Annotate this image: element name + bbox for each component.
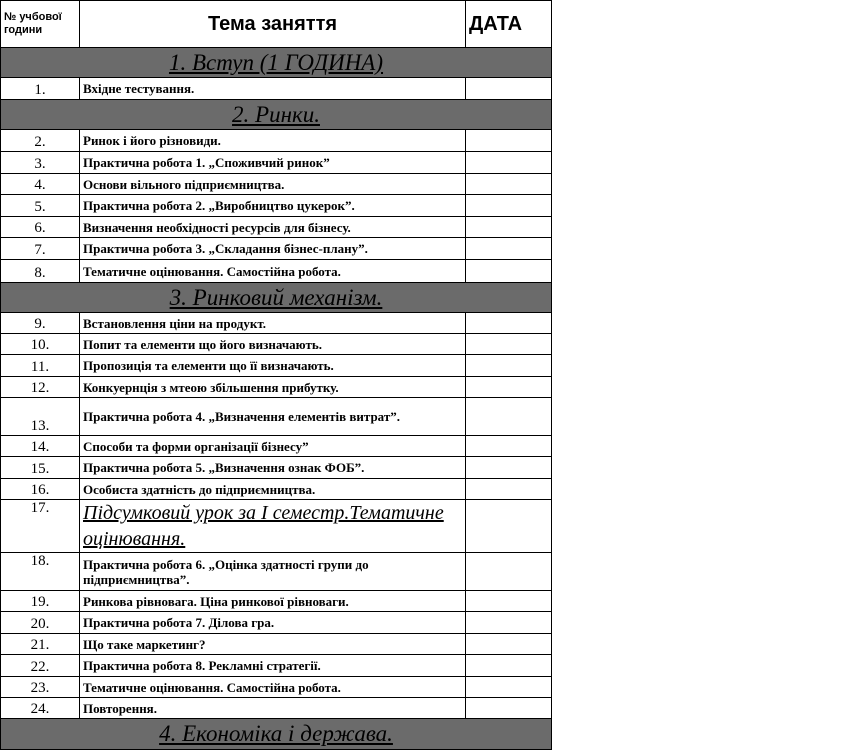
row-topic: Практична робота 1. „Споживчий ринок”: [80, 152, 466, 174]
header-row: [1, 1, 552, 48]
table-row: [1, 398, 552, 436]
row-date: [466, 355, 552, 377]
row-date: [466, 634, 552, 655]
row-topic: Підсумковий урок за І семестр.Тематичне оцінювання.: [80, 500, 466, 553]
row-date: [466, 152, 552, 174]
row-date: [466, 612, 552, 634]
row-date: [466, 260, 552, 283]
row-number: 18.: [1, 553, 80, 591]
row-topic: Практична робота 4. „Визначення елементів витрат”.: [80, 398, 466, 436]
row-topic: Попит та елементи що його визначають.: [80, 334, 466, 355]
table-row: [1, 377, 552, 398]
row-number: 20.: [1, 612, 80, 634]
row-topic: Встановлення ціни на продукт.: [80, 313, 466, 334]
table-row: [1, 238, 552, 260]
row-date: [466, 436, 552, 457]
row-date: [466, 313, 552, 334]
row-date: [466, 334, 552, 355]
header-topic: Тема заняття: [80, 1, 466, 48]
row-number: 21.: [1, 634, 80, 655]
row-date: [466, 457, 552, 479]
row-topic: Визначення необхідності ресурсів для бізнесу.: [80, 217, 466, 238]
table-row: [1, 334, 552, 355]
row-date: [466, 479, 552, 500]
table-row: [1, 677, 552, 698]
table-row: [1, 591, 552, 612]
section-header: [1, 48, 552, 78]
table-row: [1, 655, 552, 677]
row-topic: Основи вільного підприємництва.: [80, 174, 466, 195]
table-row: [1, 500, 552, 553]
table-row: [1, 313, 552, 334]
header-hour-number: № учбової години: [1, 1, 80, 48]
row-number: 6.: [1, 217, 80, 238]
row-date: [466, 130, 552, 152]
row-date: [466, 398, 552, 436]
row-date: [466, 174, 552, 195]
row-topic: Повторення.: [80, 698, 466, 719]
row-number: 16.: [1, 479, 80, 500]
row-number: 15.: [1, 457, 80, 479]
table-row: [1, 195, 552, 217]
row-number: 5.: [1, 195, 80, 217]
row-topic: Ринкова рівновага. Ціна ринкової рівноваги.: [80, 591, 466, 612]
row-topic: Особиста здатність до підприємництва.: [80, 479, 466, 500]
row-date: [466, 217, 552, 238]
row-topic: Практична робота 2. „Виробництво цукерок”.: [80, 195, 466, 217]
table-row: [1, 130, 552, 152]
row-topic: Тематичне оцінювання. Самостійна робота.: [80, 677, 466, 698]
table-row: [1, 612, 552, 634]
row-number: 11.: [1, 355, 80, 377]
row-topic: Тематичне оцінювання. Самостійна робота.: [80, 260, 466, 283]
section-header: [1, 100, 552, 130]
table-row: [1, 457, 552, 479]
row-topic: Практична робота 7. Ділова гра.: [80, 612, 466, 634]
row-number: 8.: [1, 260, 80, 283]
table-row: [1, 217, 552, 238]
row-topic: Способи та форми організації бізнесу”: [80, 436, 466, 457]
table-row: [1, 152, 552, 174]
table-row: [1, 260, 552, 283]
row-date: [466, 677, 552, 698]
row-topic: Практична робота 3. „Складання бізнес-плану”.: [80, 238, 466, 260]
table-row: [1, 479, 552, 500]
row-topic: Ринок і його різновиди.: [80, 130, 466, 152]
row-number: 4.: [1, 174, 80, 195]
row-number: 10.: [1, 334, 80, 355]
row-number: 13.: [1, 398, 80, 436]
table-row: [1, 355, 552, 377]
row-date: [466, 591, 552, 612]
table-row: [1, 553, 552, 591]
section-title: 3. Ринковий механізм.: [1, 283, 552, 313]
row-topic: Вхідне тестування.: [80, 78, 466, 100]
table-row: [1, 436, 552, 457]
row-number: 17.: [1, 500, 80, 553]
row-topic: Практична робота 6. „Оцінка здатності групи до підприємництва”.: [80, 553, 466, 591]
row-topic: Пропозиція та елементи що її визначають.: [80, 355, 466, 377]
row-topic: Конкуернція з мтеою збільшення прибутку.: [80, 377, 466, 398]
row-number: 2.: [1, 130, 80, 152]
row-number: 19.: [1, 591, 80, 612]
table-row: [1, 698, 552, 719]
table-row: [1, 174, 552, 195]
row-number: 12.: [1, 377, 80, 398]
row-date: [466, 195, 552, 217]
row-number: 22.: [1, 655, 80, 677]
section-header: [1, 283, 552, 313]
header-date: ДАТА: [466, 1, 552, 48]
row-date: [466, 698, 552, 719]
row-date: [466, 500, 552, 553]
row-date: [466, 377, 552, 398]
table-row: [1, 634, 552, 655]
section-title: 1. Вступ (1 ГОДИНА): [1, 48, 552, 78]
section-header: [1, 719, 552, 750]
row-number: 24.: [1, 698, 80, 719]
row-date: [466, 78, 552, 100]
row-number: 14.: [1, 436, 80, 457]
section-title: 2. Ринки.: [1, 100, 552, 130]
row-date: [466, 238, 552, 260]
row-topic: Що таке маркетинг?: [80, 634, 466, 655]
row-date: [466, 553, 552, 591]
row-number: 7.: [1, 238, 80, 260]
row-topic: Практична робота 8. Рекламні стратегії.: [80, 655, 466, 677]
row-number: 1.: [1, 78, 80, 100]
section-title: 4. Економіка і держава.: [1, 719, 552, 750]
row-number: 9.: [1, 313, 80, 334]
row-number: 23.: [1, 677, 80, 698]
row-number: 3.: [1, 152, 80, 174]
table-row: [1, 78, 552, 100]
row-topic: Практична робота 5. „Визначення ознак ФОБ”.: [80, 457, 466, 479]
row-date: [466, 655, 552, 677]
